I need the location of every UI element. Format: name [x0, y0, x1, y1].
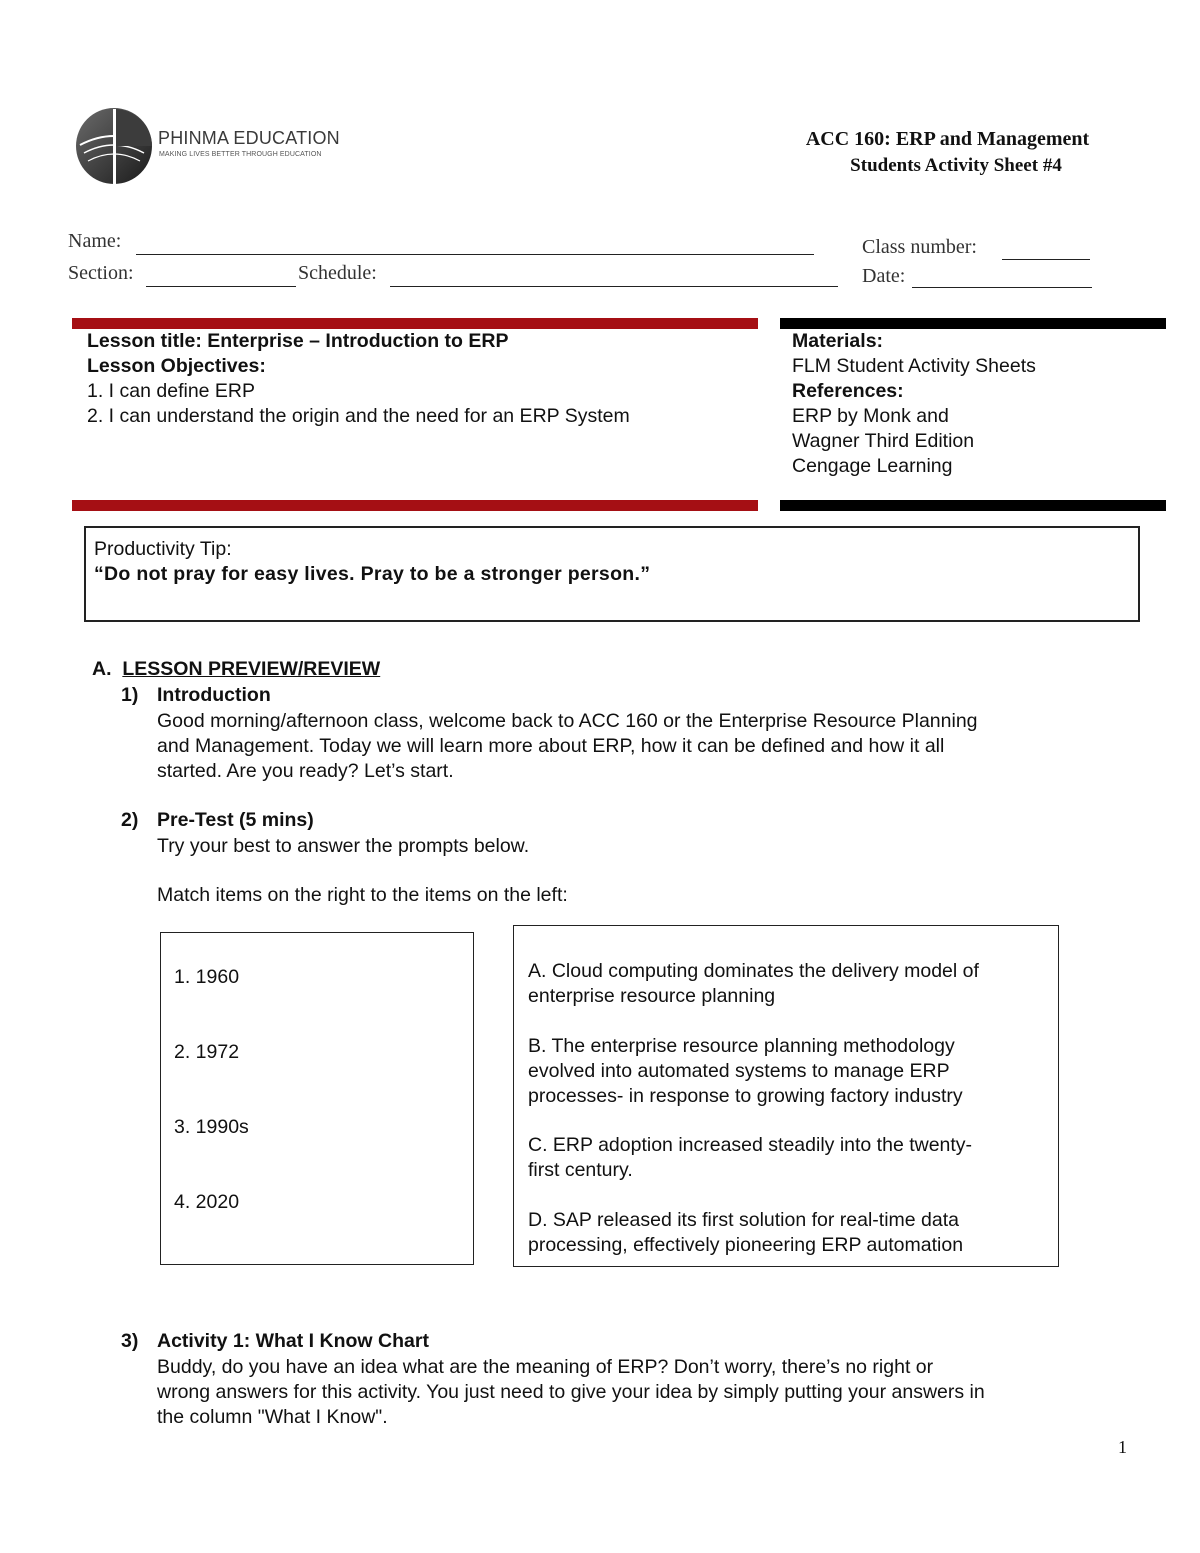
schedule-field[interactable]	[390, 286, 838, 287]
tip-label: Productivity Tip:	[94, 538, 232, 560]
top-black-bar	[780, 318, 1166, 329]
match-right-item	[528, 1208, 963, 1258]
section-a-heading	[92, 658, 380, 681]
match-left-item: 4. 2020	[174, 1191, 240, 1213]
item-number: 3)	[121, 1330, 139, 1352]
reference-line: ERP by Monk and	[792, 405, 949, 427]
name-field[interactable]	[136, 254, 814, 255]
logo-title: PHINMA EDUCATION	[158, 128, 340, 148]
section-a-letter: A.	[92, 658, 112, 680]
text-line: D. SAP released its first solution for real-time data	[528, 1209, 959, 1231]
schedule-label: Schedule:	[298, 262, 377, 284]
page-number: 1	[1118, 1437, 1127, 1457]
bottom-red-bar	[72, 500, 758, 511]
match-left-item: 3. 1990s	[174, 1116, 249, 1138]
date-label: Date:	[862, 265, 906, 287]
materials-info	[792, 329, 1036, 479]
sheet-title: Students Activity Sheet #4	[850, 155, 1062, 176]
lesson-title: Lesson title: Enterprise – Introduction to ERP	[87, 330, 509, 352]
text-line: and Management. Today we will learn more about ERP, how it can be defined and how it all	[157, 735, 945, 757]
intro-heading: Introduction	[157, 684, 271, 706]
logo-tagline: MAKING LIVES BETTER THROUGH EDUCATION	[159, 151, 322, 158]
lesson-info	[87, 329, 630, 429]
match-right-item	[528, 1133, 972, 1183]
intro-text	[157, 709, 978, 784]
text-line: processing, effectively pioneering ERP automation	[528, 1234, 964, 1256]
name-label: Name:	[68, 230, 122, 252]
text-line: Buddy, do you have an idea what are the meaning of ERP? Don’t worry, there’s no right or	[157, 1356, 934, 1378]
objectives-label: Lesson Objectives:	[87, 355, 266, 377]
pretest-instruction: Match items on the right to the items on the left:	[157, 884, 568, 906]
text-line: enterprise resource planning	[528, 985, 776, 1007]
section-a-title: LESSON PREVIEW/REVIEW	[122, 658, 381, 680]
materials-text: FLM Student Activity Sheets	[792, 355, 1036, 377]
section-field[interactable]	[146, 286, 296, 287]
match-right-item	[528, 959, 979, 1009]
match-right-item	[528, 1034, 963, 1109]
activity-heading: Activity 1: What I Know Chart	[157, 1330, 429, 1352]
text-line: the column "What I Know".	[157, 1406, 388, 1428]
item-number: 2)	[121, 809, 139, 831]
text-line: evolved into automated systems to manage ERP	[528, 1060, 950, 1082]
text-line: wrong answers for this activity. You just need to give your idea by simply putting your answers in	[157, 1381, 985, 1403]
text-line: C. ERP adoption increased steadily into the twenty-	[528, 1134, 973, 1156]
text-line: B. The enterprise resource planning methodology	[528, 1035, 955, 1057]
match-left-item: 1. 1960	[174, 966, 240, 988]
objective-item: 1. I can define ERP	[87, 380, 256, 402]
course-title: ACC 160: ERP and Management	[805, 128, 1090, 150]
reference-line: Cengage Learning	[792, 455, 953, 477]
activity-text	[157, 1355, 985, 1430]
text-line: started. Are you ready? Let’s start.	[157, 760, 454, 782]
top-red-bar	[72, 318, 758, 329]
references-label: References:	[792, 380, 904, 402]
class-number-label: Class number:	[862, 236, 977, 258]
class-number-field[interactable]	[1002, 259, 1090, 260]
match-left-item: 2. 1972	[174, 1041, 240, 1063]
objective-item: 2. I can understand the origin and the need for an ERP System	[87, 405, 630, 427]
text-line: first century.	[528, 1159, 633, 1181]
text-line: Good morning/afternoon class, welcome back to ACC 160 or the Enterprise Resource Planning	[157, 710, 978, 732]
tip-quote: “Do not pray for easy lives. Pray to be a stronger person.”	[94, 563, 651, 585]
bottom-black-bar	[780, 500, 1166, 511]
section-label: Section:	[68, 262, 134, 284]
text-line: processes- in response to growing factory industry	[528, 1085, 963, 1107]
date-field[interactable]	[912, 287, 1092, 288]
pretest-text: Try your best to answer the prompts below.	[157, 835, 530, 857]
pretest-heading: Pre-Test (5 mins)	[157, 809, 314, 831]
reference-line: Wagner Third Edition	[792, 430, 975, 452]
materials-label: Materials:	[792, 330, 884, 352]
item-number: 1)	[121, 684, 139, 706]
text-line: A. Cloud computing dominates the delivery model of	[528, 960, 979, 982]
